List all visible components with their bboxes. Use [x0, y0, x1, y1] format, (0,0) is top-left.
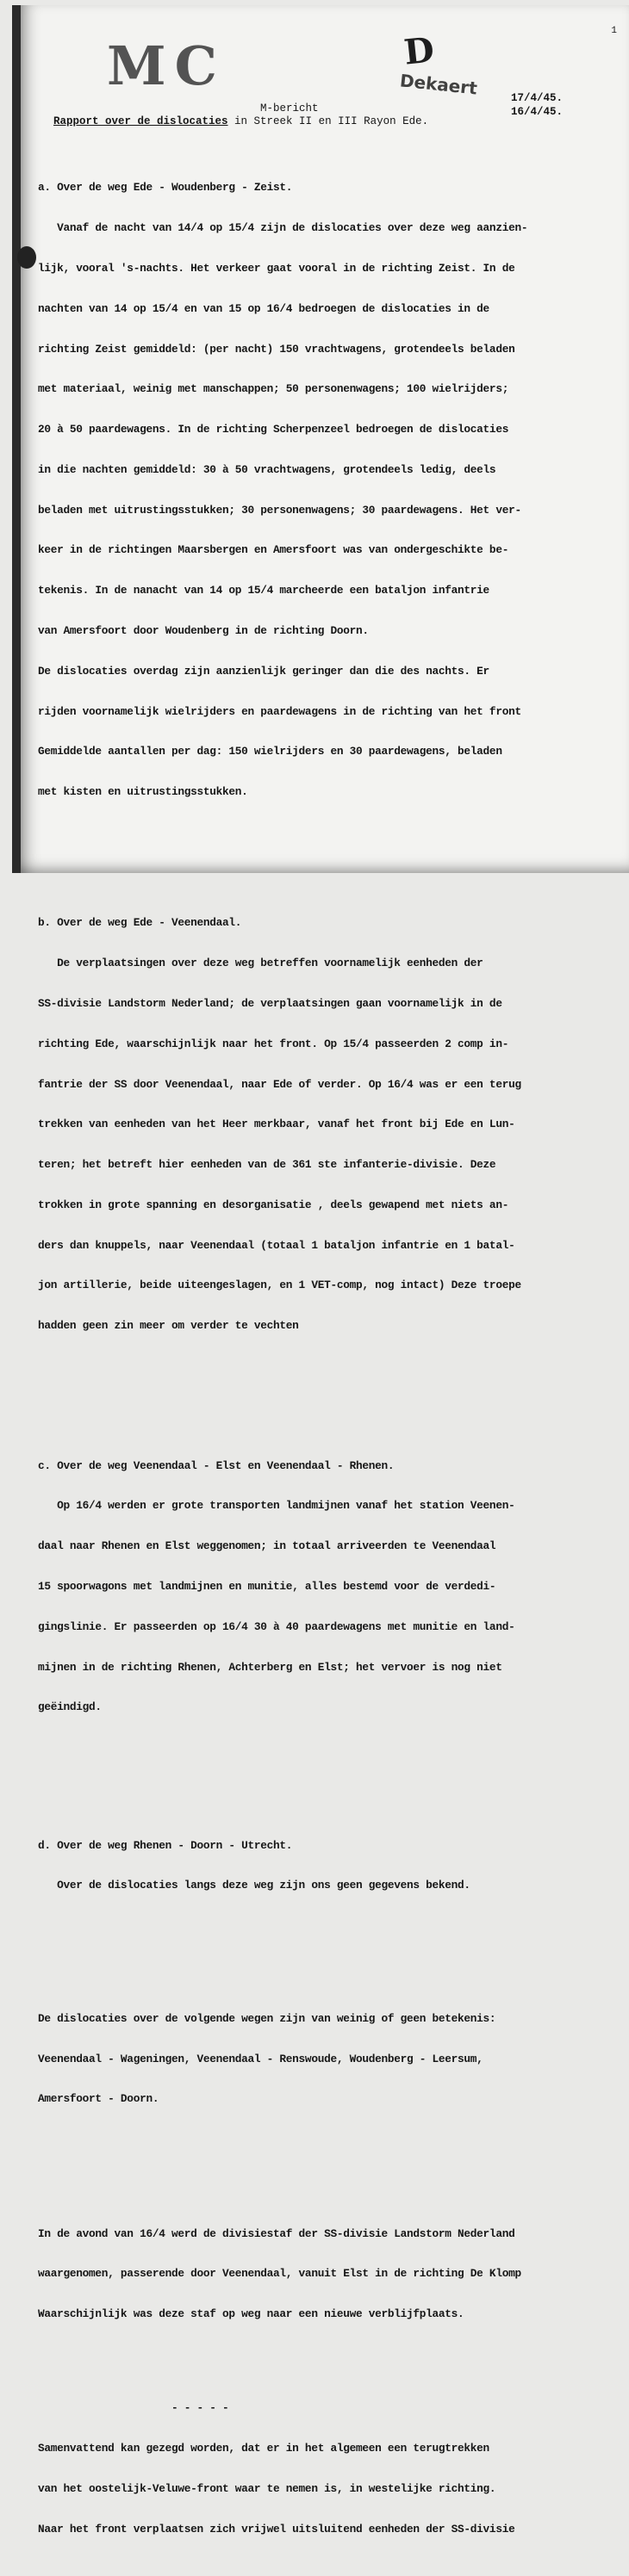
- ink-blot: [17, 246, 36, 269]
- text-line: beladen met uitrustingsstukken; 30 personenwagens; 30 paardewagens. Het ver-: [38, 503, 521, 517]
- text-line: Waarschijnlijk was deze staf op weg naar een nieuwe verblijfplaats.: [38, 2307, 464, 2321]
- text-line: tekenis. In de nanacht van 14 op 15/4 marcheerde een bataljon infantrie: [38, 584, 489, 598]
- text-line: keer in de richtingen Maarsbergen en Amersfoort was van ondergeschikte be-: [38, 543, 509, 557]
- message-type: M-bericht: [260, 102, 319, 115]
- date-line: 17/4/45.: [511, 92, 564, 104]
- text-line: De dislocaties overdag zijn aanzienlijk geringer dan die des nachts. Er: [38, 664, 489, 678]
- section-summary: [38, 2375, 615, 2562]
- text-line: trekken van eenheden van het Heer merkbaar, vanaf het front bij Ede en Lun-: [38, 1118, 515, 1131]
- section-b: [38, 889, 615, 1359]
- text-line: In de avond van 16/4 werd de divisiestaf der SS-divisie Landstorm Nederland: [38, 2226, 515, 2240]
- text-line: a. Over de weg Ede - Woudenberg - Zeist.: [38, 181, 293, 195]
- text-line: De dislocaties over de volgende wegen zijn van weinig of geen betekenis:: [38, 2011, 496, 2025]
- text-line: Amersfoort - Doorn.: [38, 2092, 159, 2106]
- text-line: trokken in grote spanning en desorganisatie , deels gewapend met niets an-: [38, 1198, 509, 1211]
- report-body: [38, 127, 615, 2576]
- text-line: van het oostelijk-Veluwe-front waar te nemen is, in westelijke richting.: [38, 2481, 496, 2495]
- text-line: lijk, vooral 's-nachts. Het verkeer gaat vooral in de richting Zeist. In de: [38, 261, 515, 275]
- section-division-staff: [38, 2200, 615, 2348]
- initial-stamp: D: [402, 29, 437, 73]
- text-line: d. Over de weg Rhenen - Doorn - Utrecht.: [38, 1838, 293, 1852]
- text-line: Gemiddelde aantallen per dag: 150 wielrijders en 30 paardewagens, beladen: [38, 745, 502, 759]
- text-line: rijden voornamelijk wielrijders en paardewagens in de richting van het front: [38, 704, 521, 718]
- text-line: ders dan knuppels, naar Veenendaal (totaal 1 bataljon infantrie en 1 batal-: [38, 1238, 515, 1252]
- page-number: 1: [611, 26, 617, 36]
- text-line: 15 spoorwagons met landmijnen en munitie, alles bestemd voor de verdedi-: [38, 1579, 496, 1593]
- text-line: teren; het betreft hier eenheden van de 361 ste infanterie-divisie. Deze: [38, 1158, 496, 1172]
- section-other-roads: [38, 1985, 615, 2133]
- text-line: 20 à 50 paardewagens. In de richting Scherpenzeel bedroegen de dislocaties: [38, 423, 509, 437]
- report-title-underlined: Rapport over de dislocaties: [53, 115, 228, 127]
- text-line: - - - - -: [38, 2401, 229, 2415]
- text-line: geëindigd.: [38, 1700, 102, 1714]
- text-line: Naar het front verplaatsen zich vrijwel uitsluitend eenheden der SS-divisie: [38, 2522, 515, 2536]
- text-line: nachten van 14 op 15/4 en van 15 op 16/4 bedroegen de dislocaties in de: [38, 301, 489, 315]
- text-line: mijnen in de richting Rhenen, Achterberg en Elst; het vervoer is nog niet: [38, 1660, 502, 1674]
- date-line: 16/4/45.: [511, 106, 564, 118]
- section-c: [38, 1432, 615, 1741]
- text-line: Vanaf de nacht van 14/4 op 15/4 zijn de dislocaties over deze weg aanzien-: [38, 221, 528, 235]
- text-line: SS-divisie Landstorm Nederland; de verplaatsingen gaan voornamelijk in de: [38, 997, 502, 1010]
- text-line: daal naar Rhenen en Elst weggenomen; in totaal arriveerden te Veenendaal: [38, 1539, 496, 1553]
- text-line: in die nachten gemiddeld: 30 à 50 vrachtwagens, grotendeels ledig, deels: [38, 462, 496, 476]
- text-line: Samenvattend kan gezegd worden, dat er in het algemeen een terugtrekken: [38, 2442, 489, 2455]
- section-a: [38, 154, 615, 826]
- text-line: waargenomen, passerende door Veenendaal, vanuit Elst in de richting De Klomp: [38, 2267, 521, 2281]
- text-line: fantrie der SS door Veenendaal, naar Ede of verder. Op 16/4 was er een terug: [38, 1077, 521, 1091]
- text-line: richting Zeist gemiddeld: (per nacht) 150 vrachtwagens, grotendeels beladen: [38, 342, 515, 356]
- text-line: richting Ede, waarschijnlijk naar het front. Op 15/4 passeerden 2 comp in-: [38, 1037, 509, 1050]
- section-d: [38, 1811, 615, 1919]
- report-heading: [53, 102, 605, 128]
- text-line: met materiaal, weinig met manschappen; 50 personenwagens; 100 wielrijders;: [38, 382, 509, 396]
- text-line: Veenendaal - Wageningen, Veenendaal - Renswoude, Woudenberg - Leersum,: [38, 2052, 483, 2065]
- text-line: gingslinie. Er passeerden op 16/4 30 à 40 paardewagens met munitie en land-: [38, 1619, 515, 1633]
- mc-stamp: MC: [107, 34, 226, 97]
- text-line: De verplaatsingen over deze weg betreffen voornamelijk eenheden der: [38, 957, 483, 970]
- text-line: Op 16/4 werden er grote transporten landmijnen vanaf het station Veenen-: [38, 1499, 515, 1513]
- name-stamp: Dekaert: [398, 70, 478, 99]
- text-line: jon artillerie, beide uiteengeslagen, en 1 VET-comp, nog intact) Deze troepe: [38, 1279, 521, 1292]
- text-line: met kisten en uitrustingsstukken.: [38, 785, 248, 799]
- text-line: c. Over de weg Veenendaal - Elst en Veenendaal - Rhenen.: [38, 1458, 395, 1472]
- text-line: Over de dislocaties langs deze weg zijn ons geen gegevens bekend.: [38, 1879, 470, 1892]
- text-line: van Amersfoort door Woudenberg in de richting Doorn.: [38, 623, 369, 637]
- text-line: hadden geen zin meer om verder te vechten: [38, 1319, 299, 1333]
- report-title-rest: in Streek II en III Rayon Ede.: [227, 115, 429, 127]
- text-line: b. Over de weg Ede - Veenendaal.: [38, 916, 242, 930]
